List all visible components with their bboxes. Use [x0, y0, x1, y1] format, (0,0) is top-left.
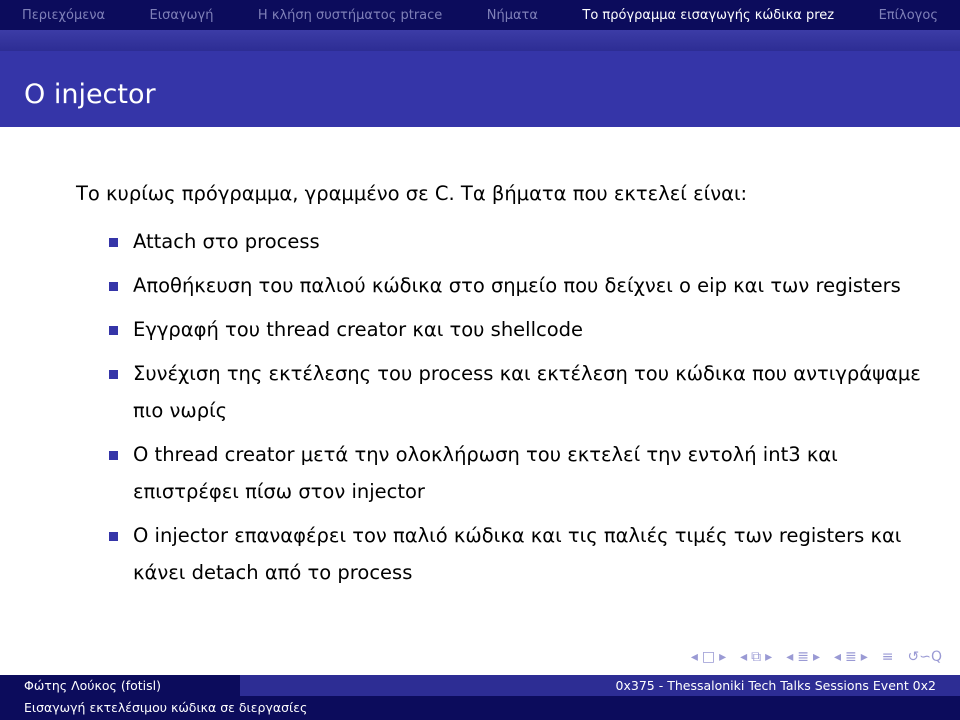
frame-content	[76, 176, 936, 598]
bullet-square-icon	[109, 532, 118, 541]
search-zoom-icon[interactable]: ↺∽Q	[907, 649, 942, 665]
subsection-icon[interactable]: ⧉	[751, 649, 762, 665]
bullet-square-icon	[109, 238, 118, 247]
frame-icon[interactable]: □	[701, 649, 716, 665]
next-subsection-icon[interactable]: ▸	[765, 649, 773, 665]
prev-frame-icon[interactable]: ◂	[690, 649, 698, 665]
nav-item-introduction[interactable]: Εισαγωγή	[149, 7, 214, 23]
next-frame-icon[interactable]: ▸	[719, 649, 727, 665]
bullet-square-icon	[109, 370, 118, 379]
list-item-text: O injector επαναφέρει τον παλιό κώδικα και τις παλιές τιμές των registers και κάνει detach από το process	[133, 524, 902, 584]
subsection-bar	[0, 30, 960, 51]
nav-item-ptrace[interactable]: Η κλήση συστήματος ptrace	[257, 7, 443, 23]
beamer-navigation-symbols	[691, 648, 942, 666]
list-item	[0, 267, 936, 304]
prev-part-icon[interactable]: ◂	[833, 649, 842, 665]
list-item	[0, 436, 936, 510]
nav-item-threads[interactable]: Νήματα	[486, 7, 538, 23]
bullet-square-icon	[109, 326, 118, 335]
section-icon[interactable]: ≣	[797, 649, 809, 665]
toc-icon[interactable]: ≡	[881, 649, 894, 665]
footer-talk-title: Εισαγωγή εκτελέσιμου κώδικα σε διεργασίες	[0, 696, 960, 720]
frame-title: O injector	[24, 79, 156, 110]
list-item-text: Attach στο process	[133, 230, 320, 253]
footer-event: 0x375 - Thessaloniki Tech Talks Sessions Event 0x2	[240, 675, 960, 696]
prev-subsection-icon[interactable]: ◂	[740, 649, 748, 665]
list-item	[0, 311, 936, 348]
bullet-square-icon	[109, 451, 118, 460]
bullet-list	[76, 223, 936, 591]
nav-item-prez[interactable]: Το πρόγραμμα εισαγωγής κώδικα prez	[582, 7, 835, 23]
list-item-text: O thread creator μετά την ολοκλήρωση του εκτελεί την εντολή int3 και επιστρέφει πίσω στον injector	[133, 443, 838, 503]
list-item-text: Εγγραφή του thread creator και του shellcode	[133, 318, 584, 341]
bullet-square-icon	[109, 282, 118, 291]
list-item-text: Συνέχιση της εκτέλεσης του process και εκτέλεση του κώδικα που αντιγράψαμε πιο νωρίς	[133, 362, 921, 422]
intro-text: Το κυρίως πρόγραμμα, γραμμένο σε C. Τα βήματα που εκτελεί είναι:	[76, 182, 748, 205]
footer-info-bar	[0, 675, 960, 696]
list-item	[0, 355, 936, 429]
list-item	[0, 517, 936, 591]
next-part-icon[interactable]: ▸	[860, 649, 868, 665]
prev-section-icon[interactable]: ◂	[786, 649, 794, 665]
top-navigation-bar	[0, 0, 960, 30]
list-item-text: Αποθήκευση του παλιού κώδικα στο σημείο που δείχνει ο eip και των registers	[133, 274, 901, 297]
list-item	[0, 223, 936, 260]
nav-item-epilogue[interactable]: Επίλογος	[878, 7, 938, 23]
nav-item-contents[interactable]: Περιεχόμενα	[22, 7, 106, 23]
next-section-icon[interactable]: ▸	[812, 649, 820, 665]
part-icon[interactable]: ≣	[845, 649, 857, 665]
footer-author: Φώτης Λούκος (fotisl)	[0, 675, 240, 696]
